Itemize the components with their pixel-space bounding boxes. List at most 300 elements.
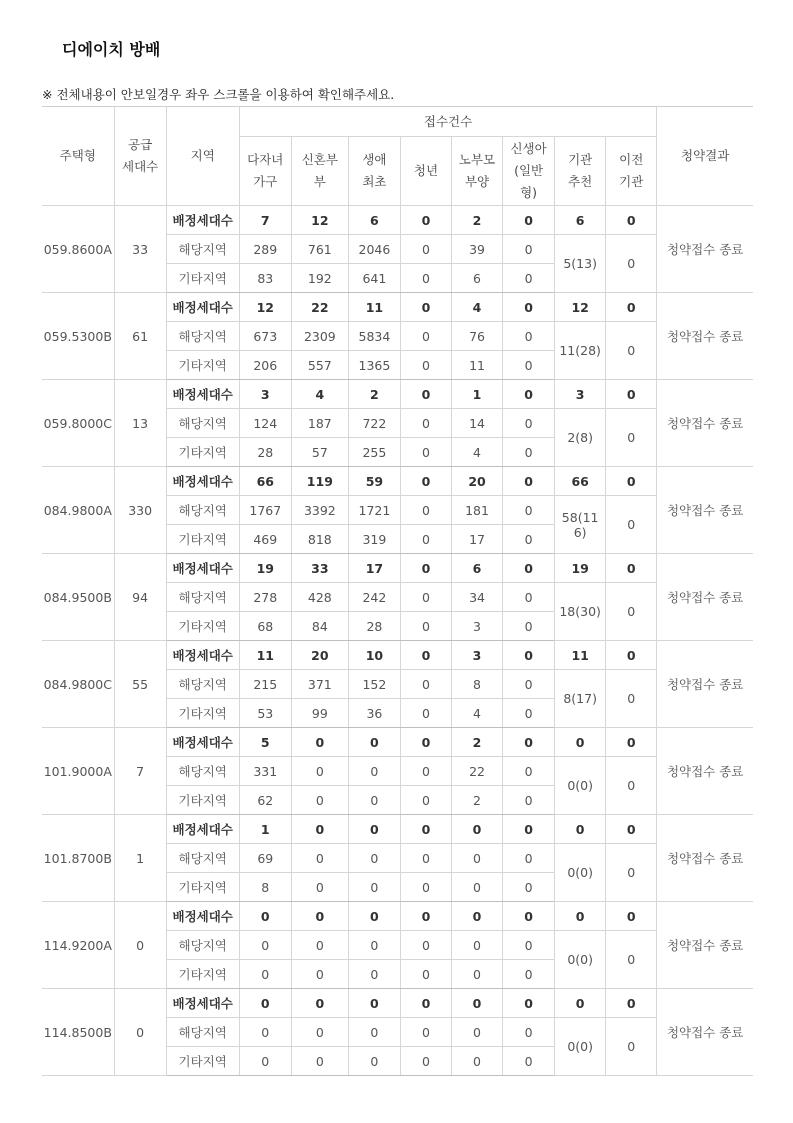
scroll-notice: ※ 전체내용이 안보일경우 좌우 스크롤을 이용하여 확인해주세요. — [42, 87, 395, 102]
header-subcol: 다자녀 가구 — [239, 137, 291, 206]
count-cell: 11 — [555, 641, 606, 670]
agency-recommend-count: 0(0) — [555, 1018, 606, 1076]
count-cell: 0 — [291, 873, 348, 902]
region-category: 기타지역 — [166, 960, 239, 989]
count-cell: 2 — [452, 206, 503, 235]
agency-recommend-count: 5(13) — [555, 235, 606, 293]
table-row — [42, 554, 753, 583]
count-cell: 0 — [452, 1018, 503, 1047]
count-cell: 0 — [291, 902, 348, 931]
count-cell: 0 — [503, 815, 555, 844]
supply-count: 0 — [114, 902, 166, 989]
count-cell: 5 — [239, 728, 291, 757]
count-cell: 83 — [239, 264, 291, 293]
count-cell: 0 — [400, 931, 451, 960]
count-cell: 371 — [291, 670, 348, 699]
count-cell: 0 — [400, 438, 451, 467]
housing-type: 059.8000C — [42, 380, 114, 467]
count-cell: 0 — [606, 293, 657, 322]
result-status: 청약접수 종료 — [657, 554, 753, 641]
region-category: 해당지역 — [166, 757, 239, 786]
count-cell: 28 — [239, 438, 291, 467]
housing-type: 101.8700B — [42, 815, 114, 902]
count-cell: 53 — [239, 699, 291, 728]
count-cell: 0 — [291, 989, 348, 1018]
count-cell: 0 — [606, 989, 657, 1018]
count-cell: 0 — [291, 844, 348, 873]
header-subcol: 청년 — [400, 137, 451, 206]
count-cell: 192 — [291, 264, 348, 293]
agency-recommend-count: 0(0) — [555, 844, 606, 902]
count-cell: 0 — [452, 815, 503, 844]
count-cell: 0 — [400, 786, 451, 815]
count-cell: 36 — [348, 699, 400, 728]
housing-type: 084.9800C — [42, 641, 114, 728]
count-cell: 0 — [400, 699, 451, 728]
count-cell: 84 — [291, 612, 348, 641]
count-cell: 0 — [503, 583, 555, 612]
count-cell: 0 — [239, 989, 291, 1018]
table-row — [42, 989, 753, 1018]
count-cell: 0 — [400, 728, 451, 757]
region-category: 해당지역 — [166, 670, 239, 699]
count-cell: 0 — [291, 757, 348, 786]
supply-count: 61 — [114, 293, 166, 380]
count-cell: 0 — [400, 293, 451, 322]
count-cell: 59 — [348, 467, 400, 496]
count-cell: 0 — [452, 989, 503, 1018]
region-category: 배정세대수 — [166, 989, 239, 1018]
count-cell: 0 — [348, 728, 400, 757]
table-row — [42, 293, 753, 322]
housing-type: 114.8500B — [42, 989, 114, 1076]
transfer-agency-count: 0 — [606, 931, 657, 989]
agency-recommend-count: 0(0) — [555, 757, 606, 815]
count-cell: 0 — [400, 235, 451, 264]
count-cell: 331 — [239, 757, 291, 786]
count-cell: 0 — [452, 902, 503, 931]
count-cell: 641 — [348, 264, 400, 293]
count-cell: 17 — [348, 554, 400, 583]
count-cell: 14 — [452, 409, 503, 438]
subscription-results-table — [42, 106, 753, 1076]
count-cell: 0 — [503, 612, 555, 641]
count-cell: 0 — [503, 844, 555, 873]
count-cell: 1 — [452, 380, 503, 409]
count-cell: 10 — [348, 641, 400, 670]
count-cell: 0 — [239, 902, 291, 931]
count-cell: 0 — [291, 786, 348, 815]
count-cell: 0 — [503, 670, 555, 699]
count-cell: 12 — [291, 206, 348, 235]
result-status: 청약접수 종료 — [657, 641, 753, 728]
result-status: 청약접수 종료 — [657, 815, 753, 902]
housing-type: 059.8600A — [42, 206, 114, 293]
count-cell: 255 — [348, 438, 400, 467]
count-cell: 0 — [452, 844, 503, 873]
count-cell: 0 — [400, 351, 451, 380]
region-category: 기타지역 — [166, 525, 239, 554]
count-cell: 1365 — [348, 351, 400, 380]
supply-count: 330 — [114, 467, 166, 554]
region-category: 기타지역 — [166, 699, 239, 728]
count-cell: 0 — [348, 902, 400, 931]
table-row — [42, 815, 753, 844]
count-cell: 12 — [239, 293, 291, 322]
count-cell: 0 — [400, 1018, 451, 1047]
count-cell: 0 — [348, 931, 400, 960]
supply-count: 55 — [114, 641, 166, 728]
count-cell: 22 — [291, 293, 348, 322]
count-cell: 0 — [606, 902, 657, 931]
housing-type: 084.9500B — [42, 554, 114, 641]
region-category: 배정세대수 — [166, 902, 239, 931]
count-cell: 0 — [606, 380, 657, 409]
count-cell: 4 — [452, 293, 503, 322]
transfer-agency-count: 0 — [606, 322, 657, 380]
count-cell: 0 — [606, 728, 657, 757]
count-cell: 0 — [503, 931, 555, 960]
count-cell: 33 — [291, 554, 348, 583]
count-cell: 0 — [348, 786, 400, 815]
region-category: 배정세대수 — [166, 206, 239, 235]
count-cell: 0 — [400, 380, 451, 409]
count-cell: 68 — [239, 612, 291, 641]
transfer-agency-count: 0 — [606, 844, 657, 902]
count-cell: 0 — [400, 206, 451, 235]
page-title: 디에이치 방배 — [62, 40, 161, 59]
count-cell: 0 — [555, 902, 606, 931]
region-category: 배정세대수 — [166, 641, 239, 670]
count-cell: 62 — [239, 786, 291, 815]
count-cell: 0 — [452, 960, 503, 989]
count-cell: 0 — [348, 844, 400, 873]
region-category: 기타지역 — [166, 264, 239, 293]
region-category: 기타지역 — [166, 1047, 239, 1076]
region-category: 배정세대수 — [166, 380, 239, 409]
count-cell: 0 — [555, 815, 606, 844]
count-cell: 6 — [452, 554, 503, 583]
count-cell: 0 — [503, 554, 555, 583]
count-cell: 0 — [503, 467, 555, 496]
header-region: 지역 — [166, 107, 239, 206]
count-cell: 0 — [606, 554, 657, 583]
count-cell: 2309 — [291, 322, 348, 351]
count-cell: 28 — [348, 612, 400, 641]
result-status: 청약접수 종료 — [657, 293, 753, 380]
count-cell: 1 — [239, 815, 291, 844]
count-cell: 11 — [239, 641, 291, 670]
count-cell: 11 — [452, 351, 503, 380]
count-cell: 1721 — [348, 496, 400, 525]
supply-count: 7 — [114, 728, 166, 815]
count-cell: 428 — [291, 583, 348, 612]
count-cell: 0 — [503, 873, 555, 902]
header-type: 주택형 — [42, 107, 114, 206]
count-cell: 0 — [400, 467, 451, 496]
count-cell: 0 — [503, 409, 555, 438]
count-cell: 0 — [291, 1018, 348, 1047]
count-cell: 0 — [400, 583, 451, 612]
count-cell: 289 — [239, 235, 291, 264]
header-subcol: 노부모 부양 — [452, 137, 503, 206]
count-cell: 557 — [291, 351, 348, 380]
count-cell: 0 — [503, 1047, 555, 1076]
count-cell: 0 — [400, 322, 451, 351]
count-cell: 0 — [400, 873, 451, 902]
count-cell: 0 — [400, 264, 451, 293]
header-subcol: 신생아 (일반 형) — [503, 137, 555, 206]
region-category: 해당지역 — [166, 322, 239, 351]
transfer-agency-count: 0 — [606, 1018, 657, 1076]
region-category: 해당지역 — [166, 496, 239, 525]
count-cell: 66 — [239, 467, 291, 496]
count-cell: 0 — [503, 960, 555, 989]
region-category: 배정세대수 — [166, 728, 239, 757]
count-cell: 152 — [348, 670, 400, 699]
transfer-agency-count: 0 — [606, 496, 657, 554]
region-category: 배정세대수 — [166, 467, 239, 496]
count-cell: 0 — [348, 1047, 400, 1076]
result-status: 청약접수 종료 — [657, 467, 753, 554]
region-category: 배정세대수 — [166, 293, 239, 322]
transfer-agency-count: 0 — [606, 670, 657, 728]
count-cell: 0 — [606, 206, 657, 235]
count-cell: 0 — [503, 699, 555, 728]
supply-count: 1 — [114, 815, 166, 902]
count-cell: 0 — [452, 1047, 503, 1076]
count-cell: 0 — [555, 989, 606, 1018]
count-cell: 0 — [606, 467, 657, 496]
result-status: 청약접수 종료 — [657, 902, 753, 989]
count-cell: 0 — [503, 757, 555, 786]
count-cell: 206 — [239, 351, 291, 380]
count-cell: 0 — [239, 1047, 291, 1076]
count-cell: 0 — [400, 409, 451, 438]
count-cell: 34 — [452, 583, 503, 612]
count-cell: 0 — [291, 960, 348, 989]
count-cell: 19 — [239, 554, 291, 583]
housing-type: 059.5300B — [42, 293, 114, 380]
region-category: 기타지역 — [166, 786, 239, 815]
count-cell: 0 — [400, 815, 451, 844]
supply-count: 13 — [114, 380, 166, 467]
result-status: 청약접수 종료 — [657, 206, 753, 293]
count-cell: 3 — [452, 641, 503, 670]
count-cell: 0 — [606, 641, 657, 670]
count-cell: 17 — [452, 525, 503, 554]
count-cell: 0 — [348, 873, 400, 902]
agency-recommend-count: 11(28) — [555, 322, 606, 380]
count-cell: 0 — [291, 728, 348, 757]
count-cell: 0 — [348, 960, 400, 989]
count-cell: 0 — [400, 1047, 451, 1076]
count-cell: 6 — [452, 264, 503, 293]
count-cell: 215 — [239, 670, 291, 699]
supply-count: 94 — [114, 554, 166, 641]
count-cell: 0 — [400, 670, 451, 699]
count-cell: 722 — [348, 409, 400, 438]
region-category: 기타지역 — [166, 612, 239, 641]
region-category: 해당지역 — [166, 931, 239, 960]
count-cell: 0 — [503, 235, 555, 264]
count-cell: 99 — [291, 699, 348, 728]
table-row — [42, 206, 753, 235]
count-cell: 0 — [400, 960, 451, 989]
count-cell: 761 — [291, 235, 348, 264]
housing-type: 084.9800A — [42, 467, 114, 554]
count-cell: 4 — [291, 380, 348, 409]
count-cell: 12 — [555, 293, 606, 322]
count-cell: 0 — [400, 525, 451, 554]
count-cell: 0 — [452, 873, 503, 902]
count-cell: 0 — [400, 641, 451, 670]
header-subcol: 이전 기관 — [606, 137, 657, 206]
count-cell: 0 — [606, 815, 657, 844]
housing-type: 114.9200A — [42, 902, 114, 989]
region-category: 해당지역 — [166, 844, 239, 873]
count-cell: 278 — [239, 583, 291, 612]
agency-recommend-count: 8(17) — [555, 670, 606, 728]
count-cell: 0 — [400, 989, 451, 1018]
count-cell: 20 — [452, 467, 503, 496]
count-cell: 0 — [503, 264, 555, 293]
count-cell: 0 — [503, 380, 555, 409]
count-cell: 0 — [503, 293, 555, 322]
region-category: 배정세대수 — [166, 554, 239, 583]
transfer-agency-count: 0 — [606, 583, 657, 641]
header-subcol: 생애 최초 — [348, 137, 400, 206]
count-cell: 3 — [239, 380, 291, 409]
count-cell: 0 — [400, 496, 451, 525]
region-category: 배정세대수 — [166, 815, 239, 844]
result-status: 청약접수 종료 — [657, 380, 753, 467]
header-subcol: 신혼부 부 — [291, 137, 348, 206]
count-cell: 0 — [348, 757, 400, 786]
count-cell: 0 — [291, 815, 348, 844]
housing-type: 101.9000A — [42, 728, 114, 815]
header-result: 청약결과 — [657, 107, 753, 206]
count-cell: 0 — [503, 641, 555, 670]
count-cell: 3 — [555, 380, 606, 409]
count-cell: 0 — [503, 728, 555, 757]
count-cell: 2 — [452, 728, 503, 757]
region-category: 기타지역 — [166, 351, 239, 380]
count-cell: 6 — [555, 206, 606, 235]
count-cell: 469 — [239, 525, 291, 554]
count-cell: 3 — [452, 612, 503, 641]
count-cell: 0 — [400, 757, 451, 786]
region-category: 해당지역 — [166, 235, 239, 264]
count-cell: 242 — [348, 583, 400, 612]
count-cell: 0 — [503, 786, 555, 815]
agency-recommend-count: 58(11 6) — [555, 496, 606, 554]
count-cell: 0 — [503, 989, 555, 1018]
count-cell: 0 — [291, 1047, 348, 1076]
count-cell: 19 — [555, 554, 606, 583]
count-cell: 119 — [291, 467, 348, 496]
count-cell: 0 — [400, 554, 451, 583]
count-cell: 22 — [452, 757, 503, 786]
region-category: 해당지역 — [166, 409, 239, 438]
count-cell: 0 — [348, 815, 400, 844]
count-cell: 76 — [452, 322, 503, 351]
count-cell: 20 — [291, 641, 348, 670]
table-row — [42, 728, 753, 757]
count-cell: 0 — [503, 1018, 555, 1047]
count-cell: 0 — [400, 902, 451, 931]
count-cell: 8 — [239, 873, 291, 902]
count-cell: 0 — [239, 960, 291, 989]
count-cell: 8 — [452, 670, 503, 699]
agency-recommend-count: 2(8) — [555, 409, 606, 467]
count-cell: 0 — [503, 525, 555, 554]
count-cell: 0 — [503, 496, 555, 525]
count-cell: 4 — [452, 438, 503, 467]
table-row — [42, 641, 753, 670]
count-cell: 6 — [348, 206, 400, 235]
count-cell: 2046 — [348, 235, 400, 264]
count-cell: 818 — [291, 525, 348, 554]
region-category: 해당지역 — [166, 1018, 239, 1047]
table-row — [42, 467, 753, 496]
count-cell: 0 — [555, 728, 606, 757]
count-cell: 69 — [239, 844, 291, 873]
count-cell: 187 — [291, 409, 348, 438]
agency-recommend-count: 18(30) — [555, 583, 606, 641]
count-cell: 181 — [452, 496, 503, 525]
count-cell: 0 — [239, 931, 291, 960]
count-cell: 0 — [239, 1018, 291, 1047]
header-receipt-count: 접수건수 — [239, 107, 657, 137]
count-cell: 124 — [239, 409, 291, 438]
count-cell: 3392 — [291, 496, 348, 525]
count-cell: 0 — [291, 931, 348, 960]
count-cell: 4 — [452, 699, 503, 728]
agency-recommend-count: 0(0) — [555, 931, 606, 989]
count-cell: 2 — [348, 380, 400, 409]
count-cell: 39 — [452, 235, 503, 264]
count-cell: 66 — [555, 467, 606, 496]
count-cell: 0 — [503, 438, 555, 467]
count-cell: 0 — [503, 206, 555, 235]
supply-count: 0 — [114, 989, 166, 1076]
count-cell: 0 — [400, 844, 451, 873]
count-cell: 0 — [348, 1018, 400, 1047]
count-cell: 0 — [503, 902, 555, 931]
count-cell: 57 — [291, 438, 348, 467]
header-supply: 공급 세대수 — [114, 107, 166, 206]
count-cell: 2 — [452, 786, 503, 815]
result-status: 청약접수 종료 — [657, 989, 753, 1076]
count-cell: 0 — [452, 931, 503, 960]
count-cell: 5834 — [348, 322, 400, 351]
count-cell: 1767 — [239, 496, 291, 525]
transfer-agency-count: 0 — [606, 757, 657, 815]
count-cell: 0 — [503, 322, 555, 351]
transfer-agency-count: 0 — [606, 409, 657, 467]
count-cell: 673 — [239, 322, 291, 351]
region-category: 기타지역 — [166, 438, 239, 467]
transfer-agency-count: 0 — [606, 235, 657, 293]
table-row — [42, 902, 753, 931]
header-subcol: 기관 추천 — [555, 137, 606, 206]
count-cell: 11 — [348, 293, 400, 322]
result-status: 청약접수 종료 — [657, 728, 753, 815]
count-cell: 0 — [348, 989, 400, 1018]
region-category: 기타지역 — [166, 873, 239, 902]
count-cell: 319 — [348, 525, 400, 554]
